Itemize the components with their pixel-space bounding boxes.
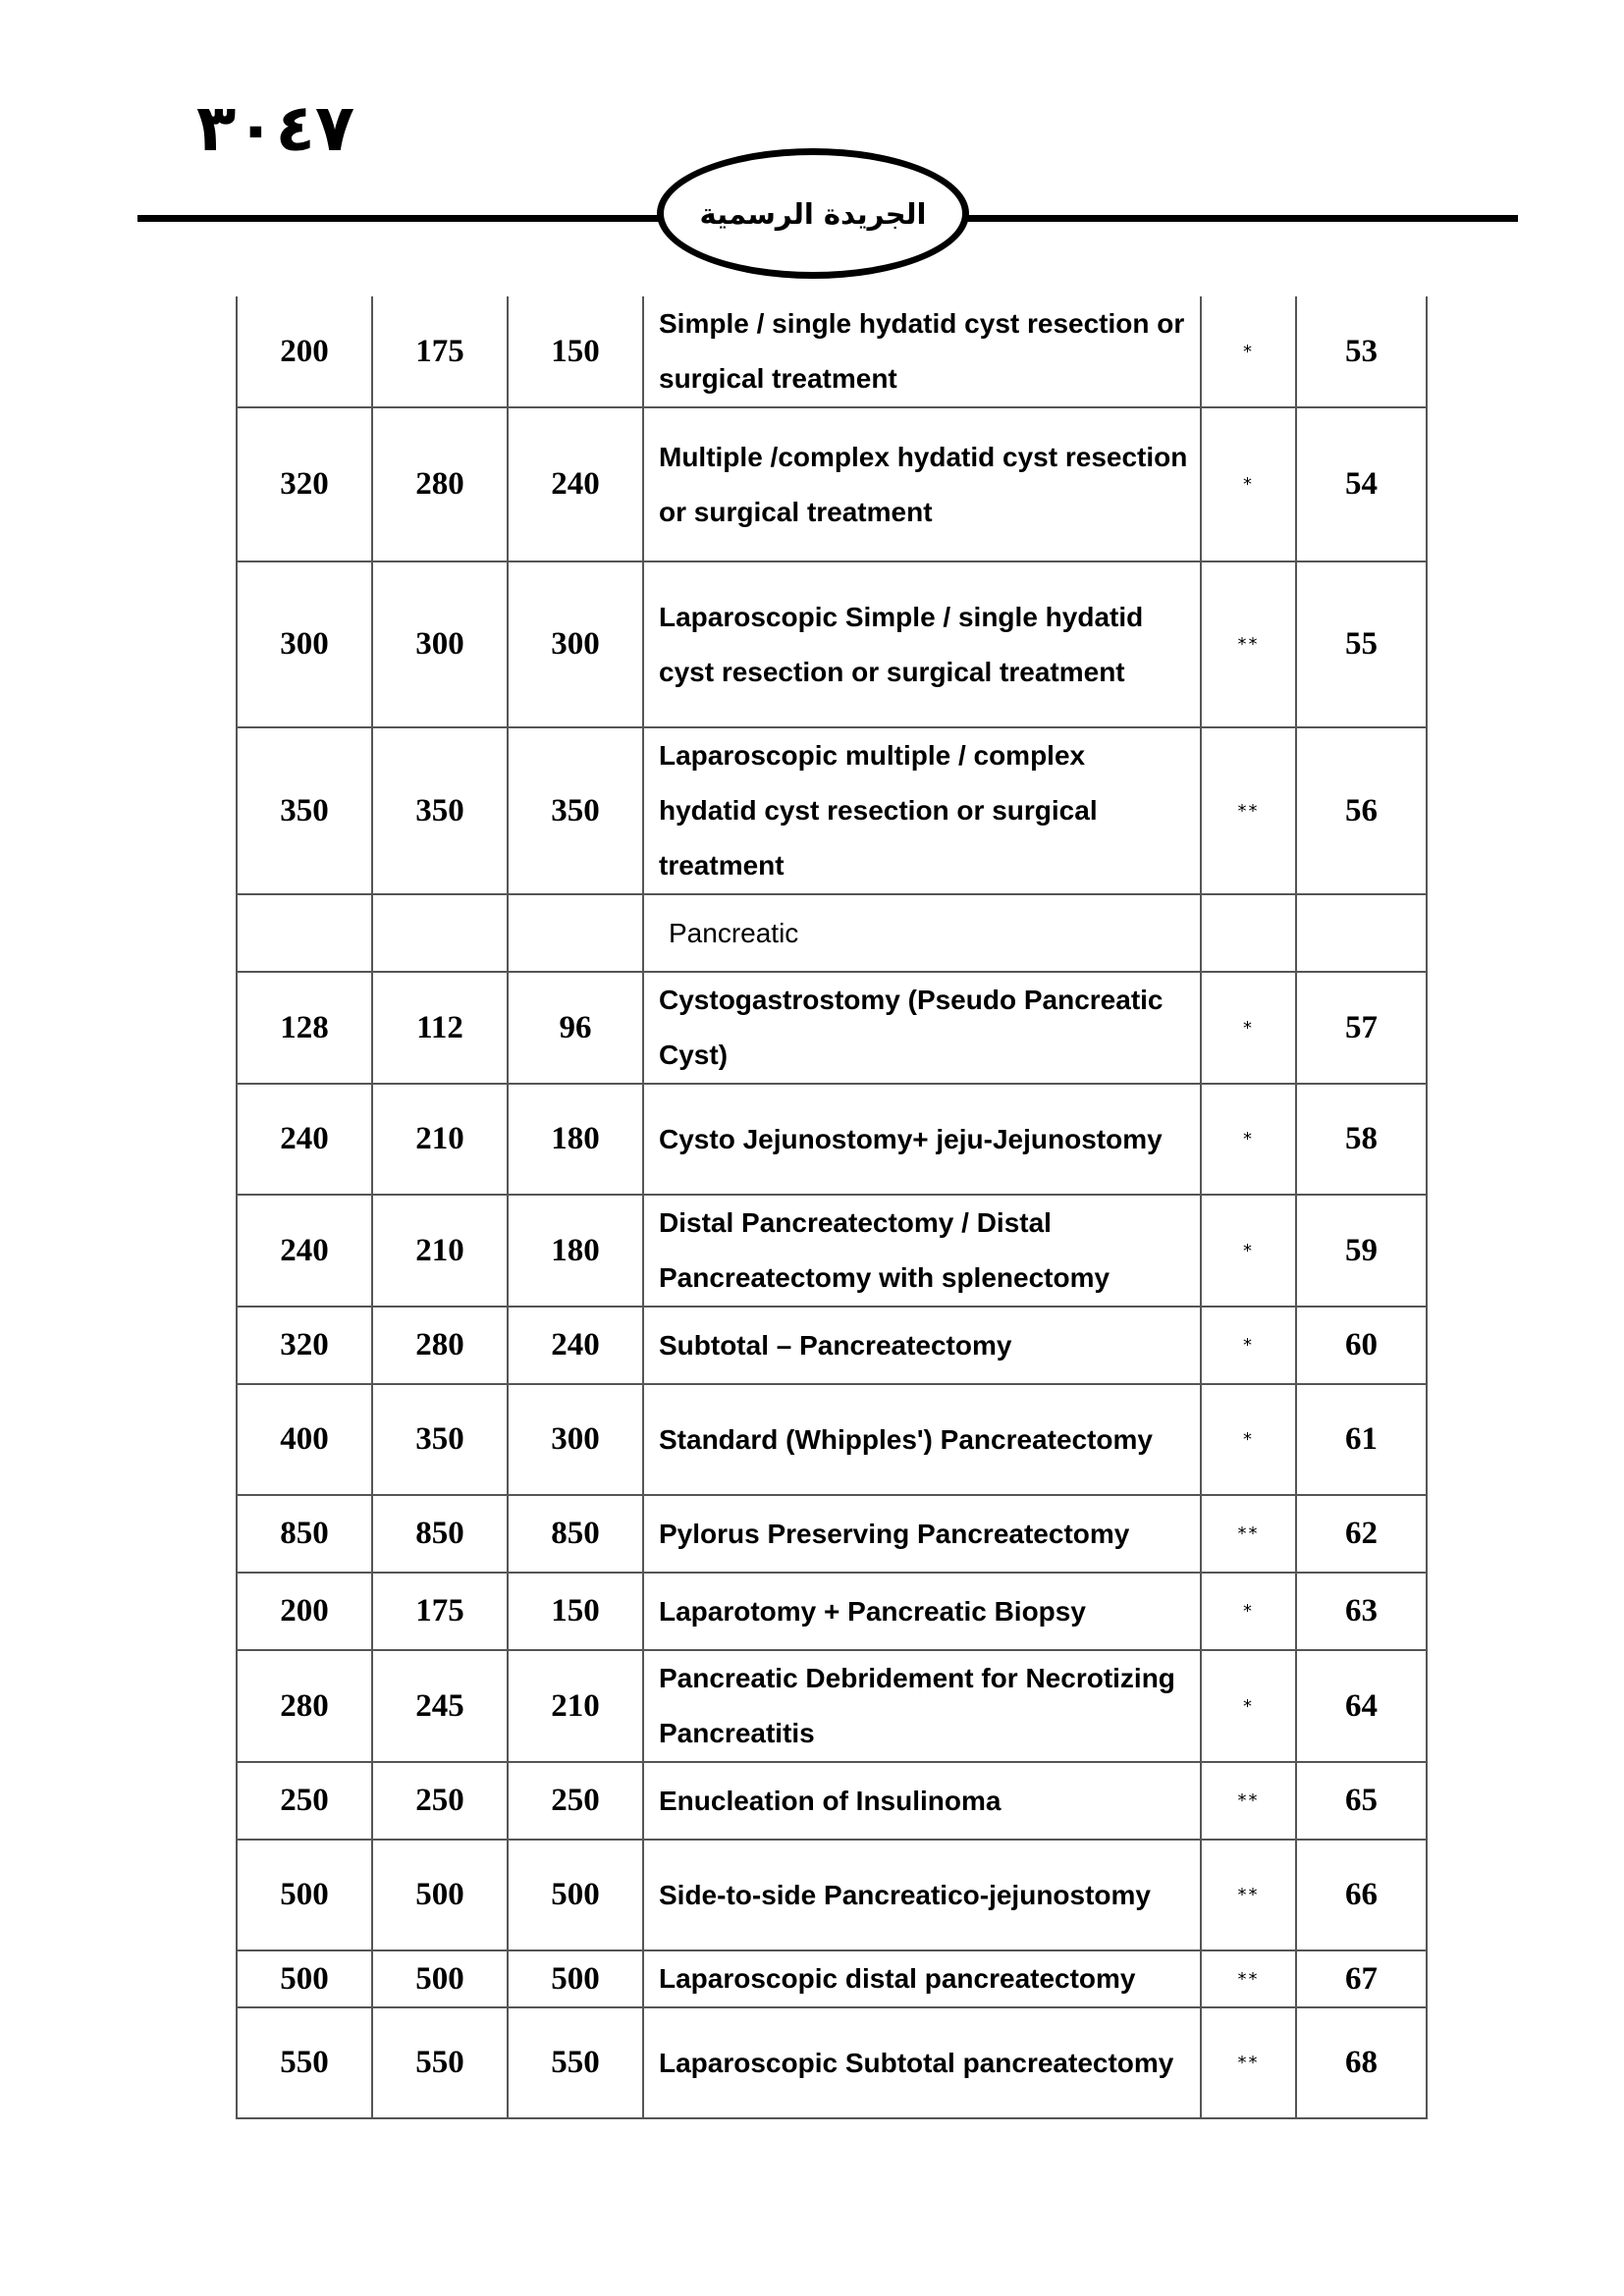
item-number: 68 bbox=[1296, 2007, 1427, 2118]
procedure-description: Enucleation of Insulinoma bbox=[643, 1762, 1201, 1840]
empty-cell bbox=[372, 894, 508, 972]
fee-cell-1: 250 bbox=[237, 1762, 372, 1840]
fee-cell-3: 300 bbox=[508, 1384, 643, 1495]
fee-cell-3: 350 bbox=[508, 727, 643, 894]
star-mark: * bbox=[1201, 296, 1296, 407]
star-mark: ** bbox=[1201, 1950, 1296, 2007]
fee-cell-1: 300 bbox=[237, 561, 372, 727]
fee-cell-2: 210 bbox=[372, 1084, 508, 1195]
empty-cell bbox=[1296, 894, 1427, 972]
item-number: 61 bbox=[1296, 1384, 1427, 1495]
fee-cell-3: 96 bbox=[508, 972, 643, 1084]
fee-cell-1: 280 bbox=[237, 1650, 372, 1762]
item-number: 56 bbox=[1296, 727, 1427, 894]
item-number: 60 bbox=[1296, 1307, 1427, 1384]
procedure-description: Distal Pancreatectomy / Distal Pancreatectomy with splenectomy bbox=[643, 1195, 1201, 1307]
procedure-description: Cystogastrostomy (Pseudo Pancreatic Cyst) bbox=[643, 972, 1201, 1084]
fee-cell-1: 400 bbox=[237, 1384, 372, 1495]
fee-cell-1: 320 bbox=[237, 407, 372, 561]
fee-cell-2: 280 bbox=[372, 1307, 508, 1384]
fee-cell-1: 240 bbox=[237, 1084, 372, 1195]
star-mark: * bbox=[1201, 1195, 1296, 1307]
fee-cell-1: 200 bbox=[237, 296, 372, 407]
procedure-description: Simple / single hydatid cyst resection or surgical treatment bbox=[643, 296, 1201, 407]
empty-cell bbox=[508, 894, 643, 972]
star-mark: ** bbox=[1201, 561, 1296, 727]
fee-cell-2: 350 bbox=[372, 1384, 508, 1495]
gazette-title: الجريدة الرسمية bbox=[699, 196, 927, 231]
table-row bbox=[237, 1650, 1427, 1762]
procedure-description: Multiple /complex hydatid cyst resection or surgical treatment bbox=[643, 407, 1201, 561]
fee-cell-1: 550 bbox=[237, 2007, 372, 2118]
star-mark: * bbox=[1201, 1384, 1296, 1495]
table-row bbox=[237, 1762, 1427, 1840]
fee-cell-2: 550 bbox=[372, 2007, 508, 2118]
fee-cell-2: 850 bbox=[372, 1495, 508, 1573]
fee-cell-2: 175 bbox=[372, 296, 508, 407]
fee-cell-3: 500 bbox=[508, 1840, 643, 1950]
fee-cell-1: 850 bbox=[237, 1495, 372, 1573]
fee-cell-3: 180 bbox=[508, 1084, 643, 1195]
table-row bbox=[237, 1495, 1427, 1573]
procedure-description: Subtotal – Pancreatectomy bbox=[643, 1307, 1201, 1384]
item-number: 53 bbox=[1296, 296, 1427, 407]
star-mark: * bbox=[1201, 1307, 1296, 1384]
table-row bbox=[237, 1840, 1427, 1950]
fee-cell-2: 210 bbox=[372, 1195, 508, 1307]
fee-cell-2: 245 bbox=[372, 1650, 508, 1762]
star-mark: * bbox=[1201, 1084, 1296, 1195]
table-row bbox=[237, 1573, 1427, 1650]
fee-cell-3: 250 bbox=[508, 1762, 643, 1840]
page-number: ٣٠٤٧ bbox=[196, 90, 355, 166]
procedure-description: Laparoscopic distal pancreatectomy bbox=[643, 1950, 1201, 2007]
empty-cell bbox=[1201, 894, 1296, 972]
procedure-description: Pancreatic Debridement for Necrotizing Pancreatitis bbox=[643, 1650, 1201, 1762]
procedure-description: Side-to-side Pancreatico-jejunostomy bbox=[643, 1840, 1201, 1950]
table-row bbox=[237, 407, 1427, 561]
table-row bbox=[237, 561, 1427, 727]
fee-cell-3: 150 bbox=[508, 1573, 643, 1650]
fee-cell-3: 240 bbox=[508, 407, 643, 561]
table-row bbox=[237, 1950, 1427, 2007]
table-row bbox=[237, 296, 1427, 407]
star-mark: ** bbox=[1201, 1495, 1296, 1573]
fee-cell-2: 500 bbox=[372, 1840, 508, 1950]
fee-cell-3: 210 bbox=[508, 1650, 643, 1762]
fee-cell-1: 128 bbox=[237, 972, 372, 1084]
procedure-description: Laparotomy + Pancreatic Biopsy bbox=[643, 1573, 1201, 1650]
table-row bbox=[237, 1307, 1427, 1384]
fee-cell-1: 200 bbox=[237, 1573, 372, 1650]
gazette-title-oval bbox=[657, 148, 969, 279]
fee-cell-2: 250 bbox=[372, 1762, 508, 1840]
fee-cell-2: 175 bbox=[372, 1573, 508, 1650]
item-number: 57 bbox=[1296, 972, 1427, 1084]
fee-cell-1: 500 bbox=[237, 1950, 372, 2007]
item-number: 65 bbox=[1296, 1762, 1427, 1840]
table-row bbox=[237, 972, 1427, 1084]
section-row bbox=[237, 894, 1427, 972]
star-mark: ** bbox=[1201, 727, 1296, 894]
section-title: Pancreatic bbox=[643, 894, 1201, 972]
item-number: 66 bbox=[1296, 1840, 1427, 1950]
procedure-description: Laparoscopic multiple / complex hydatid cyst resection or surgical treatment bbox=[643, 727, 1201, 894]
procedure-description: Standard (Whipples') Pancreatectomy bbox=[643, 1384, 1201, 1495]
fee-cell-1: 500 bbox=[237, 1840, 372, 1950]
item-number: 58 bbox=[1296, 1084, 1427, 1195]
procedure-description: Pylorus Preserving Pancreatectomy bbox=[643, 1495, 1201, 1573]
table-row bbox=[237, 2007, 1427, 2118]
table-row bbox=[237, 1384, 1427, 1495]
fee-cell-3: 850 bbox=[508, 1495, 643, 1573]
procedure-description: Laparoscopic Simple / single hydatid cyst resection or surgical treatment bbox=[643, 561, 1201, 727]
fee-cell-3: 240 bbox=[508, 1307, 643, 1384]
fee-cell-2: 350 bbox=[372, 727, 508, 894]
star-mark: * bbox=[1201, 1650, 1296, 1762]
item-number: 67 bbox=[1296, 1950, 1427, 2007]
table-row bbox=[237, 727, 1427, 894]
fee-cell-2: 500 bbox=[372, 1950, 508, 2007]
procedure-description: Laparoscopic Subtotal pancreatectomy bbox=[643, 2007, 1201, 2118]
fee-cell-1: 350 bbox=[237, 727, 372, 894]
item-number: 62 bbox=[1296, 1495, 1427, 1573]
star-mark: * bbox=[1201, 972, 1296, 1084]
fee-cell-3: 150 bbox=[508, 296, 643, 407]
procedure-description: Cysto Jejunostomy+ jeju-Jejunostomy bbox=[643, 1084, 1201, 1195]
fee-cell-1: 320 bbox=[237, 1307, 372, 1384]
star-mark: ** bbox=[1201, 1762, 1296, 1840]
item-number: 54 bbox=[1296, 407, 1427, 561]
table-row bbox=[237, 1195, 1427, 1307]
item-number: 63 bbox=[1296, 1573, 1427, 1650]
fee-cell-3: 550 bbox=[508, 2007, 643, 2118]
table-row bbox=[237, 1084, 1427, 1195]
empty-cell bbox=[237, 894, 372, 972]
star-mark: * bbox=[1201, 1573, 1296, 1650]
star-mark: ** bbox=[1201, 1840, 1296, 1950]
fee-cell-3: 180 bbox=[508, 1195, 643, 1307]
fee-cell-2: 112 bbox=[372, 972, 508, 1084]
fee-cell-2: 300 bbox=[372, 561, 508, 727]
fee-cell-3: 300 bbox=[508, 561, 643, 727]
item-number: 55 bbox=[1296, 561, 1427, 727]
star-mark: * bbox=[1201, 407, 1296, 561]
fee-cell-1: 240 bbox=[237, 1195, 372, 1307]
item-number: 64 bbox=[1296, 1650, 1427, 1762]
star-mark: ** bbox=[1201, 2007, 1296, 2118]
fees-table bbox=[236, 296, 1428, 2119]
item-number: 59 bbox=[1296, 1195, 1427, 1307]
fee-cell-3: 500 bbox=[508, 1950, 643, 2007]
fee-cell-2: 280 bbox=[372, 407, 508, 561]
